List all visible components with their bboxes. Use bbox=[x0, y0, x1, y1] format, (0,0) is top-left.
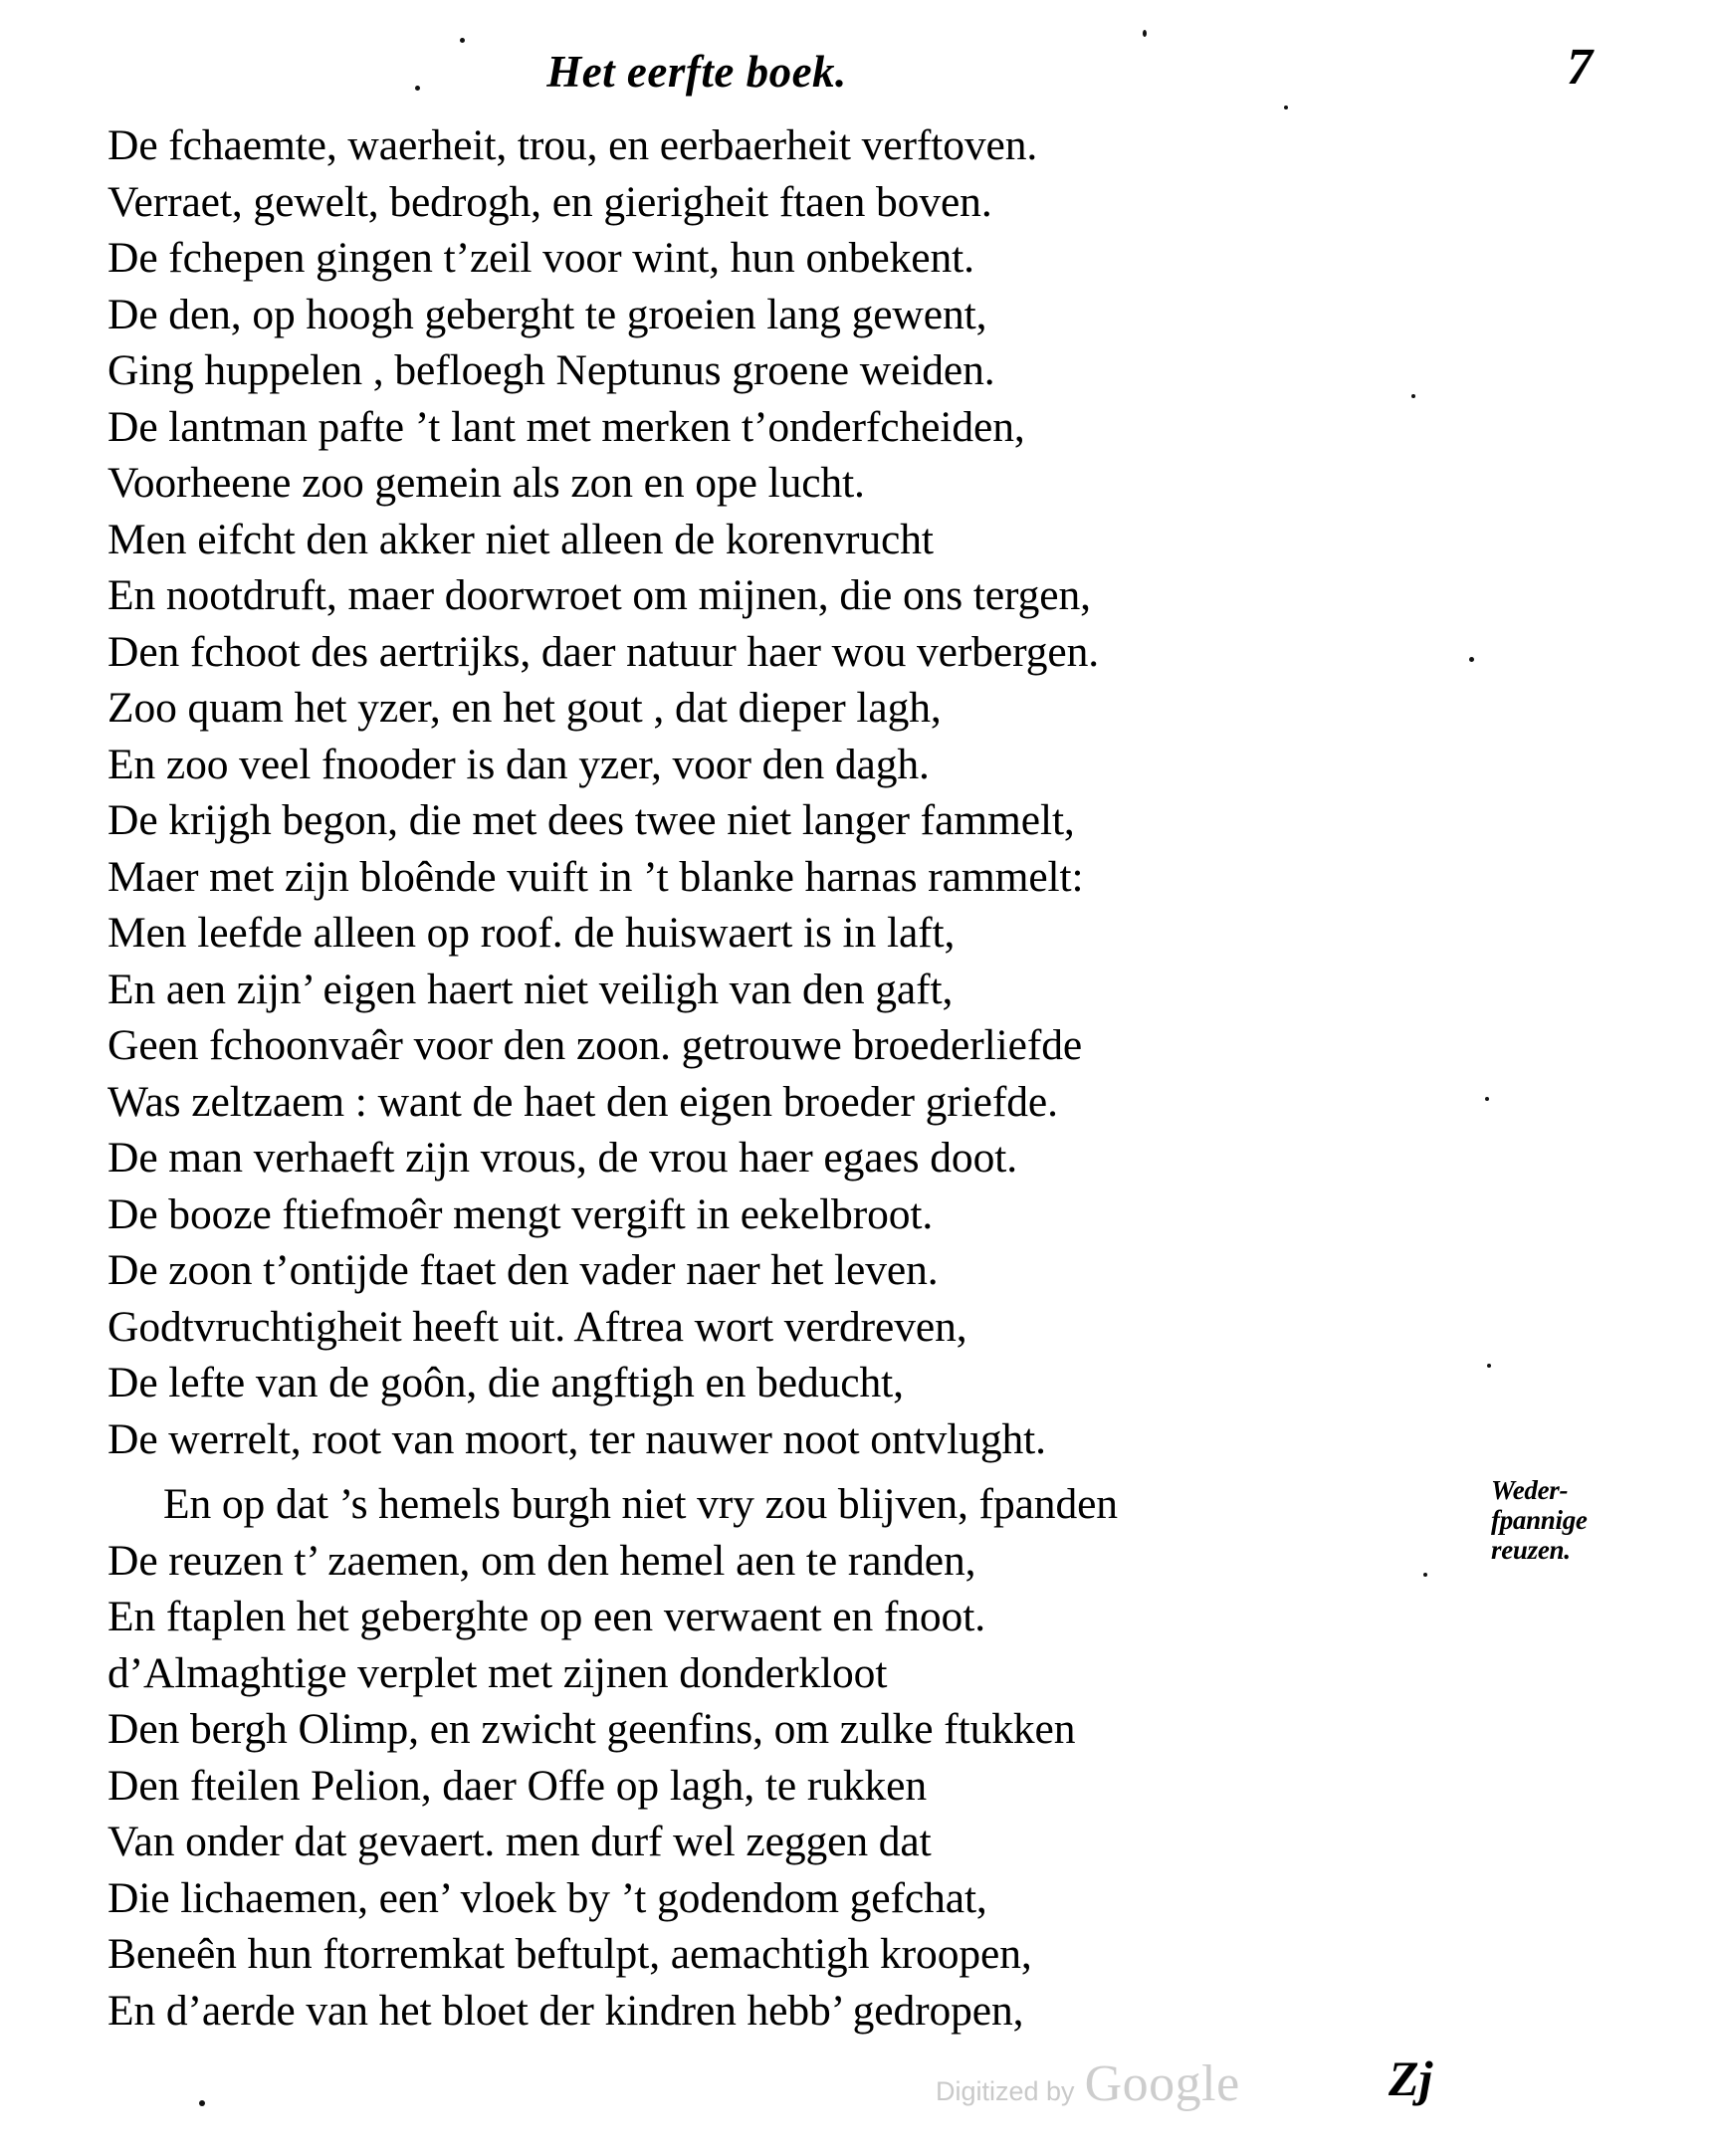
verse-line: Verraet, gewelt, bedrogh, en gierigheit ftaen boven. bbox=[107, 177, 992, 226]
verse-line: De werrelt, root van moort, ter nauwer noot ontvlught. bbox=[107, 1414, 1046, 1463]
verse-line: Godtvruchtigheit heeft uit. Aftrea wort verdreven, bbox=[107, 1302, 967, 1351]
verse-line: De man verhaeft zijn vrous, de vrou haer egaes doot. bbox=[107, 1134, 1017, 1182]
verse-block bbox=[107, 117, 1431, 2039]
verse-line: Voorheene zoo gemein als zon en ope lucht. bbox=[107, 459, 865, 507]
verse-line: De zoon t’ontijde ftaet den vader naer het leven. bbox=[107, 1246, 939, 1294]
verse-line: Men eifcht den akker niet alleen de korenvrucht bbox=[107, 515, 934, 563]
scan-speck bbox=[1487, 1364, 1491, 1368]
running-title: Het eerfte boek. bbox=[546, 47, 847, 97]
marginal-note bbox=[1491, 1475, 1670, 1565]
signature-mark: Zj bbox=[1389, 2050, 1433, 2106]
scan-speck bbox=[415, 86, 420, 91]
scan-speck bbox=[1469, 657, 1474, 662]
verse-line: En zoo veel fnooder is dan yzer, voor den dagh. bbox=[107, 740, 930, 788]
verse-line: Ging huppelen , befloegh Neptunus groene weiden. bbox=[107, 346, 995, 394]
verse-line: De den, op hoogh geberght te groeien lang gewent, bbox=[107, 290, 987, 338]
scan-speck bbox=[1485, 1097, 1489, 1101]
verse-line: Beneên hun ftorremkat beftulpt, aemachtigh kroopen, bbox=[107, 1930, 1032, 1978]
scan-speck bbox=[1284, 106, 1288, 109]
verse-line: Geen fchoonvaêr voor den zoon. getrouwe broederliefde bbox=[107, 1021, 1083, 1069]
verse-line: Van onder dat gevaert. men durf wel zeggen dat bbox=[107, 1818, 932, 1865]
verse-line: De fchaemte, waerheit, trou, en eerbaerheit verftoven. bbox=[107, 121, 1038, 169]
marginal-note-line: fpannige bbox=[1491, 1505, 1588, 1535]
verse-line: Den fteilen Pelion, daer Offe op lagh, te rukken bbox=[107, 1761, 928, 1810]
verse-line: d’Almaghtige verplet met zijnen donderkloot bbox=[107, 1648, 888, 1697]
verse-line: Die lichaemen, een’ vloek by ’t godendom gefchat, bbox=[107, 1873, 987, 1922]
watermark-prefix: Digitized by bbox=[936, 2076, 1075, 2106]
verse-line: En aen zijn’ eigen haert niet veiligh van den gaft, bbox=[107, 965, 954, 1013]
verse-line: Was zeltzaem : want de haet den eigen broeder griefde. bbox=[107, 1077, 1058, 1126]
verse-line: En nootdruft, maer doorwroet om mijnen, die ons tergen, bbox=[107, 571, 1091, 619]
marginal-note-line: Weder- bbox=[1491, 1475, 1569, 1505]
scan-speck bbox=[199, 2100, 205, 2106]
verse-line: Zoo quam het yzer, en het gout , dat dieper lagh, bbox=[107, 684, 942, 732]
verse-line: En ftaplen het geberghte op een verwaent en fnoot. bbox=[107, 1593, 985, 1640]
scan-speck bbox=[460, 38, 465, 43]
verse-line: De lefte van de goôn, die angftigh en beducht, bbox=[107, 1359, 904, 1406]
digitization-watermark bbox=[936, 2054, 1354, 2124]
verse-line: Maer met zijn bloênde vuift in ’t blanke harnas rammelt: bbox=[107, 852, 1084, 901]
verse-line: De booze ftiefmoêr mengt vergift in eekelbroot. bbox=[107, 1189, 934, 1238]
watermark-brand: Google bbox=[1084, 2055, 1240, 2112]
running-head bbox=[0, 39, 1712, 104]
marginal-note-line: reuzen. bbox=[1491, 1535, 1571, 1565]
verse-line: De lantman pafte ’t lant met merken t’onderfcheiden, bbox=[107, 402, 1025, 451]
verse-line: De krijgh begon, die met dees twee niet langer fammelt, bbox=[107, 796, 1075, 844]
verse-line: Men leefde alleen op roof. de huiswaert is in laft, bbox=[107, 909, 956, 957]
verse-line: Den bergh Olimp, en zwicht geenfins, om zulke ftukken bbox=[107, 1705, 1076, 1753]
verse-line: Den fchoot des aertrijks, daer natuur haer wou verbergen. bbox=[107, 627, 1100, 676]
verse-line: De fchepen gingen t’zeil voor wint, hun onbekent. bbox=[107, 234, 974, 282]
verse-line: En op dat ’s hemels burgh niet vry zou blijven, fpanden bbox=[163, 1480, 1118, 1528]
verse-line: En d’aerde van het bloet der kindren hebb’ gedropen, bbox=[107, 1986, 1024, 2035]
verse-line: De reuzen t’ zaemen, om den hemel aen te randen, bbox=[107, 1536, 976, 1585]
scan-speck bbox=[1143, 30, 1147, 37]
page-number: 7 bbox=[1567, 39, 1593, 96]
